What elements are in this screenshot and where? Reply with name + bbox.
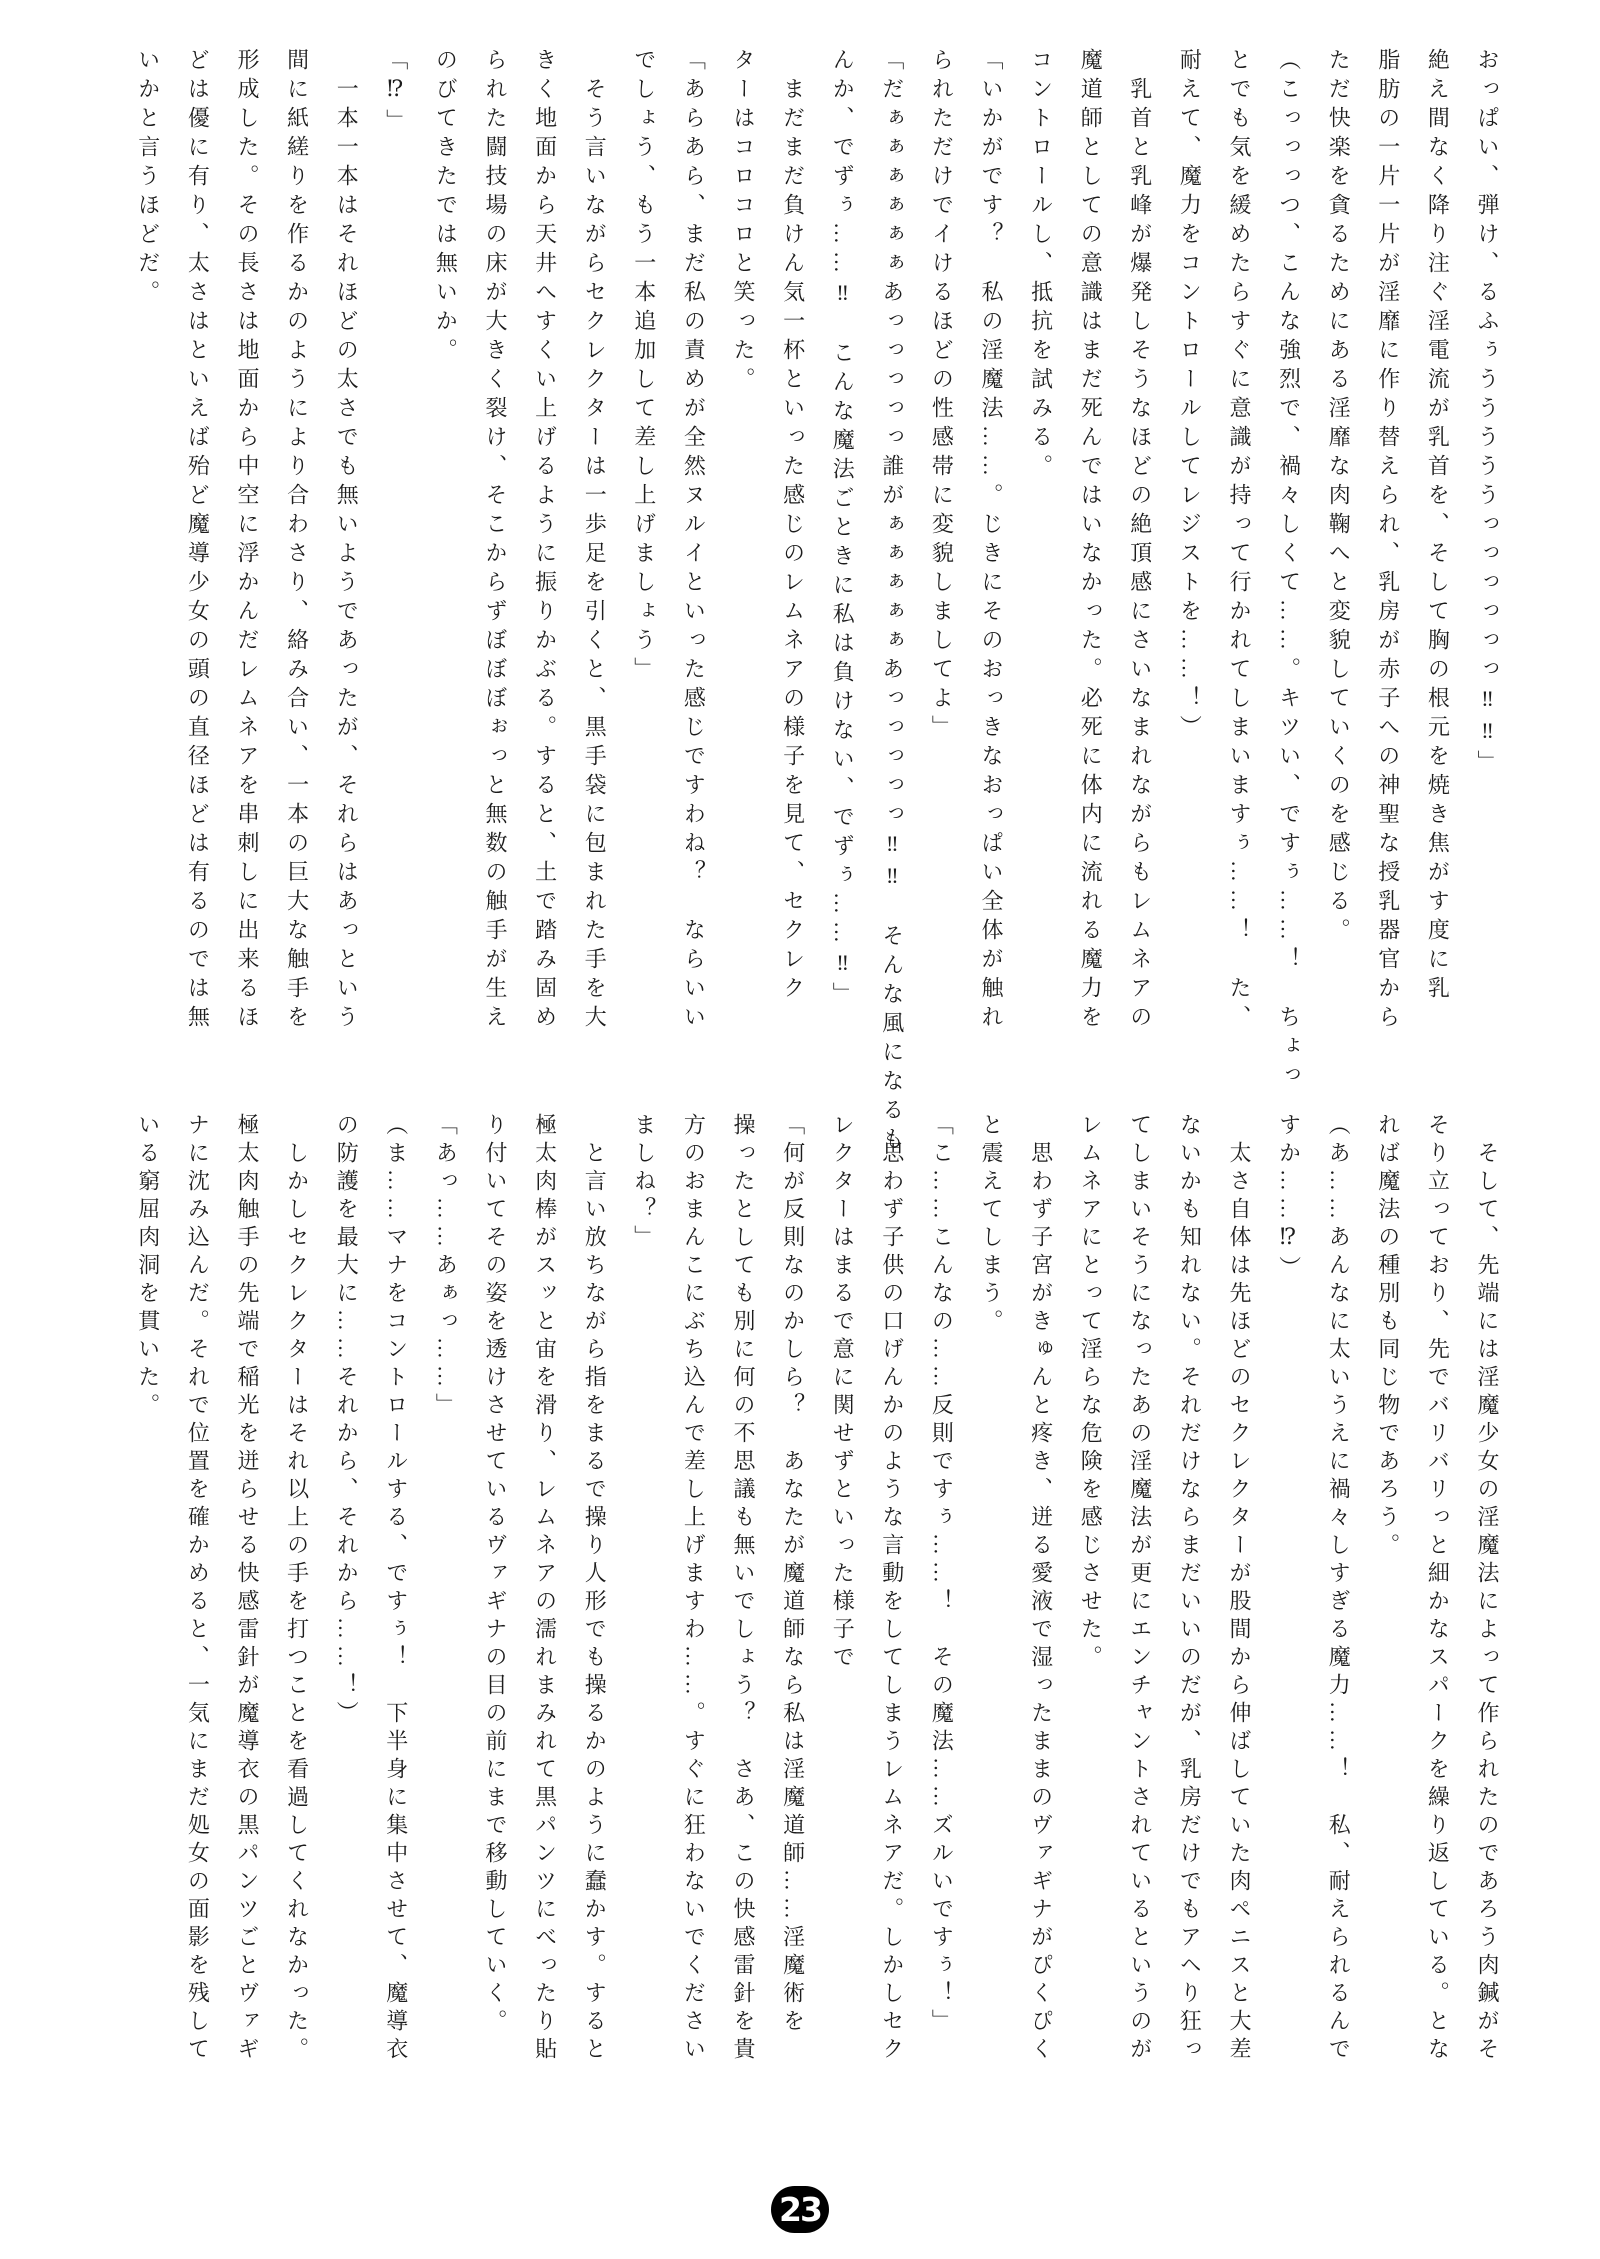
text-column: 絶え間なく降り注ぐ淫電流が乳首を、そして胸の根元を焼き焦がす度に乳 <box>1425 48 1451 1005</box>
text-column: 魔道師としての意識はまだ死んではいなかった。必死に体内に流れる魔力を <box>1078 48 1104 1034</box>
text-column: られただけでイけるほどの性感帯に変貌しましてよ」 <box>929 48 955 744</box>
text-column: 「こ……こんなの……反則ですぅ……！ その魔法……ズルいですぅ！」 <box>929 1113 955 2037</box>
text-column: （こっっっつ、こんな強烈で、禍々しくて……。キツい、ですぅ……！ ちょっ <box>1276 48 1302 1092</box>
text-column: すか……⁉） <box>1276 1113 1302 1284</box>
text-column: 間に紙縒りを作るかのようにより合わさり、絡み合い、一本の巨大な触手を <box>284 48 310 1034</box>
text-column: の防護を最大に……それから、それから……！） <box>334 1113 360 1729</box>
text-column: のびてきたでは無いか。 <box>433 48 459 367</box>
page-number-badge <box>771 2186 829 2233</box>
text-column: （あ……あんなに太いうえに禍々しすぎる魔力……！ 私、耐えられるんで <box>1326 1113 1352 2065</box>
text-column: そり立っており、先でバリバリっと細かなスパークを繰り返している。とな <box>1425 1113 1451 2065</box>
text-column: 「あっ……あぁっ……」 <box>433 1113 459 1421</box>
text-column: でしょう、もう一本追加して差し上げましょう」 <box>631 48 657 686</box>
text-column: ただ快楽を貪るためにある淫靡な肉鞠へと変貌していくのを感じる。 <box>1326 48 1352 947</box>
text-column: れば魔法の種別も同じ物であろう。 <box>1375 1113 1401 1561</box>
text-column: レクターはまるで意に関せずといった様子で <box>830 1113 856 1673</box>
text-column: （ま……マナをコントロールする、ですぅ！ 下半身に集中させて、魔導衣 <box>383 1113 409 2065</box>
text-column: いかと言うほどだ。 <box>135 48 161 309</box>
text-column: 「⁉」 <box>383 48 409 138</box>
text-column: 脂肪の一片一片が淫靡に作り替えられ、乳房が赤子への神聖な授乳器官から <box>1375 48 1401 1034</box>
text-column: られた闘技場の床が大きく裂け、そこからずぼぼぼぉっと無数の触手が生え <box>483 48 508 1034</box>
text-column: ないかも知れない。それだけならまだいいのだが、乳房だけでもアヘり狂っ <box>1177 1113 1203 2065</box>
text-column: 耐えて、魔力をコントロールしてレジストを……！） <box>1177 48 1203 744</box>
text-column: ナに沈み込んだ。それで位置を確かめると、一気にまだ処女の面影を残して <box>185 1113 211 2065</box>
text-column: と震えてしまう。 <box>979 1113 1004 1337</box>
text-column: コントロールし、抵抗を試みる。 <box>1028 48 1054 483</box>
text-column: り付いてその姿を透けさせているヴァギナの目の前にまで移動していく。 <box>483 1113 508 2037</box>
text-column: そう言いながらセクレクターは一歩足を引くと、黒手袋に包まれた手を大 <box>582 48 608 1034</box>
text-column: しかしセクレクターはそれ以上の手を打つことを看過してくれなかった。 <box>284 1113 310 2065</box>
text-column: てしまいそうになったあの淫魔法が更にエンチャントされているというのが <box>1127 1113 1153 2065</box>
text-column: 「何が反則なのかしら？ あなたが魔道師なら私は淫魔道師……淫魔術を <box>780 1113 806 2037</box>
text-column: とでも気を緩めたらすぐに意識が持って行かれてしまいますぅ……！ た、 <box>1227 48 1252 1034</box>
text-column: きく地面から天井へすくい上げるように振りかぶる。すると、土で踏み固め <box>532 48 558 1034</box>
text-column: 思わず子宮がきゅんと疼き、迸る愛液で湿ったままのヴァギナがぴくぴく <box>1028 1113 1054 2065</box>
text-column: 太さ自体は先ほどのセクレクターが股間から伸ばしていた肉ペニスと大差 <box>1227 1113 1252 2065</box>
text-column: 極太肉触手の先端で稲光を迸らせる快感雷針が魔導衣の黒パンツごとヴァギ <box>235 1113 260 2065</box>
text-column: 「あらあら、まだ私の責めが全然ヌルイといった感じですわね？ ならいい <box>681 48 707 1034</box>
text-column: まだまだ負けん気一杯といった感じのレムネアの様子を見て、セクレク <box>780 48 806 1005</box>
text-column: ターはコロコロと笑った。 <box>731 48 756 396</box>
text-column: 極太肉棒がスッと宙を滑り、レムネアの濡れまみれて黒パンツにべったり貼 <box>532 1113 558 2065</box>
text-column: んか、でずぅ……‼ こんな魔法ごときに私は負けない、でずぅ……‼」 <box>830 48 856 1011</box>
text-column: 乳首と乳峰が爆発しそうなほどの絶頂感にさいなまれながらもレムネアの <box>1127 48 1153 1034</box>
text-column: ましね？」 <box>631 1113 657 1253</box>
page-number: 23 <box>779 2190 821 2229</box>
text-column: 思わず子供の口げんかのような言動をしてしまうレムネアだ。しかしセク <box>879 1113 905 2065</box>
text-column: おっぱい、弾け、るふぅうううううっっっっっっ‼‼」 <box>1475 48 1500 779</box>
text-column: そして、先端には淫魔少女の淫魔法によって作られたのであろう肉鍼がそ <box>1475 1113 1500 2065</box>
text-column: と言い放ちながら指をまるで操り人形でも操るかのように蠢かす。すると <box>582 1113 608 2065</box>
text-column: いる窮屈肉洞を貫いた。 <box>135 1113 161 1421</box>
text-column: 形成した。その長さは地面から中空に浮かんだレムネアを串刺しに出来るほ <box>235 48 260 1034</box>
text-column: どは優に有り、太さはといえば殆ど魔導少女の頭の直径ほどは有るのでは無 <box>185 48 211 1034</box>
text-column: 「いかがです？ 私の淫魔法……。じきにそのおっきなおっぱい全体が触れ <box>979 48 1004 1034</box>
text-column: 操ったとしても別に何の不思議も無いでしょう？ さあ、この快感雷針を貴 <box>731 1113 756 2065</box>
text-column: 方のおまんこにぶち込んで差し上げますわ……。すぐに狂わないでください <box>681 1113 707 2065</box>
text-column: 「だぁぁぁぁぁぁあっっっっっ誰がぁぁぁぁぁあっっっっっ‼‼ そんな風になるも <box>879 48 905 1156</box>
text-column: 一本一本はそれほどの太さでも無いようであったが、それらはあっという <box>334 48 360 1034</box>
text-column: レムネアにとって淫らな危険を感じさせた。 <box>1078 1113 1104 1673</box>
